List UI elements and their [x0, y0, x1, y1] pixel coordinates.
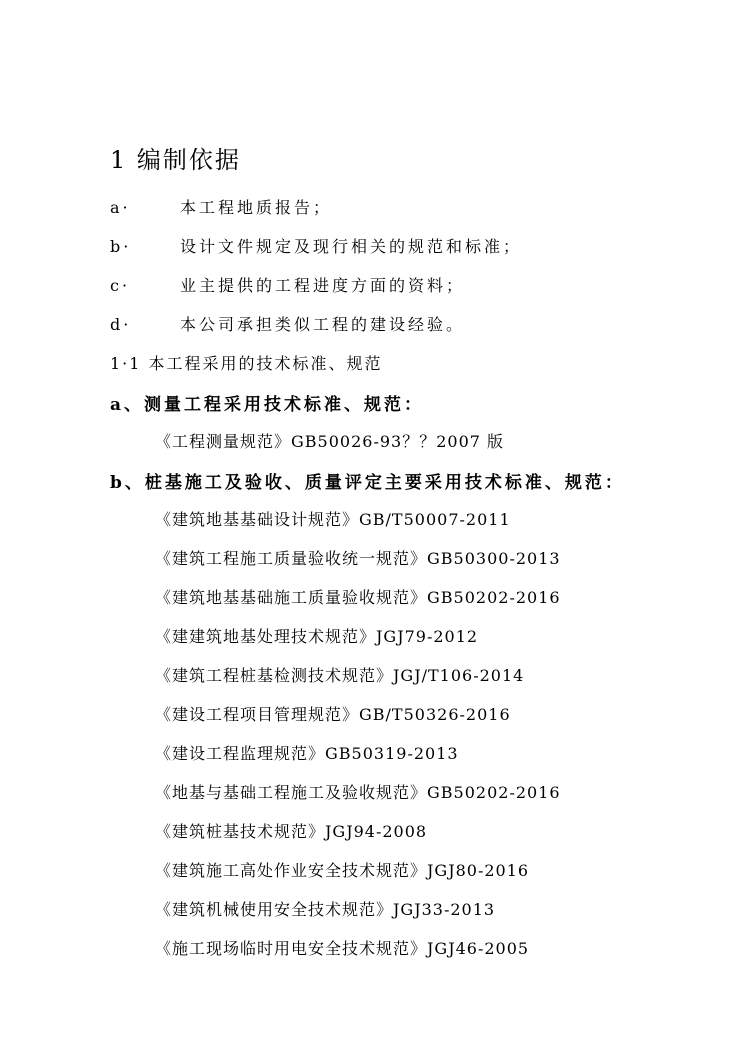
basis-marker: a· [110, 198, 131, 217]
standard-item: 《建筑地基基础设计规范》GB/T50007-2011 [155, 510, 511, 529]
basis-item [110, 312, 465, 335]
standard-item: 《建筑施工高处作业安全技术规范》JGJ80-2016 [155, 861, 530, 880]
basis-text: 本公司承担类似工程的建设经验。 [180, 315, 466, 334]
basis-item [110, 195, 332, 218]
basis-text: 本工程地质报告； [180, 198, 333, 217]
standard-item: 《施工现场临时用电安全技术规范》JGJ46-2005 [155, 939, 530, 958]
standard-item: 《建筑工程桩基检测技术规范》JGJ/T106-2014 [155, 666, 525, 685]
group-b-heading: b、桩基施工及验收、质量评定主要采用技术标准、规范： [110, 473, 625, 493]
basis-marker: d· [110, 315, 132, 334]
standard-item: 《建筑机械使用安全技术规范》JGJ33-2013 [155, 900, 496, 919]
standard-item: 《建筑桩基技术规范》JGJ94-2008 [155, 822, 428, 841]
standard-item: 《地基与基础工程施工及验收规范》GB50202-2016 [155, 783, 561, 802]
standard-item: 《建筑工程施工质量验收统一规范》GB50300-2013 [155, 549, 561, 568]
group-a-heading: a、测量工程采用技术标准、规范： [110, 395, 425, 415]
basis-text: 设计文件规定及现行相关的规范和标准； [180, 237, 523, 256]
standard-item: 《建设工程项目管理规范》GB/T50326-2016 [155, 705, 511, 724]
basis-item [110, 234, 522, 257]
section-title: 1 编制依据 [110, 146, 241, 174]
standard-item: 《建建筑地基处理技术规范》JGJ79-2012 [155, 627, 479, 646]
standard-item: 《工程测量规范》GB50026-93？？2007 版 [155, 432, 505, 451]
basis-marker: b· [110, 237, 132, 256]
basis-text: 业主提供的工程进度方面的资料； [180, 276, 466, 295]
basis-marker: c· [110, 276, 131, 295]
standard-item: 《建筑地基基础施工质量验收规范》GB50202-2016 [155, 588, 561, 607]
basis-item [110, 273, 465, 296]
standard-item: 《建设工程监理规范》GB50319-2013 [155, 744, 459, 763]
subsection-title: 1·1 本工程采用的技术标准、规范 [110, 354, 383, 373]
